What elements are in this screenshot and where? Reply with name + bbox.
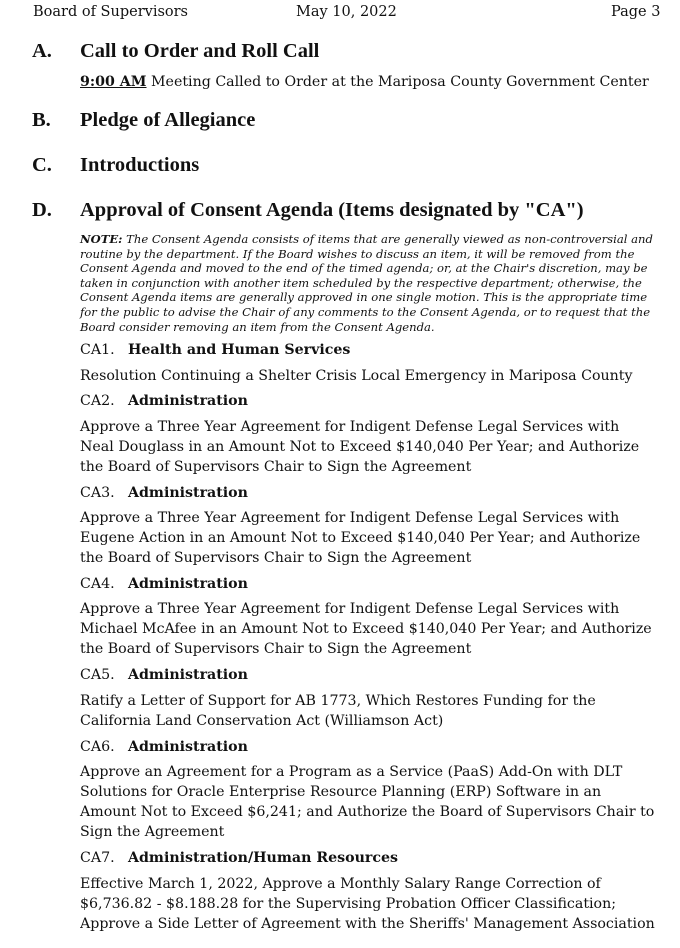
item-number: CA7.	[80, 850, 115, 866]
item-department: Administration	[128, 739, 248, 755]
header-board-name: Board of Supervisors	[33, 4, 188, 20]
agenda-item-text: Approve a Three Year Agreement for Indigent Defense Legal Services with Eugene Action in an Amount Not to Exceed $140,040 Per Year; and Authorize the Board of Supervisors Chair to Sign the Agreement	[80, 510, 641, 566]
agenda-item-heading	[80, 739, 248, 755]
agenda-item-heading	[80, 485, 248, 501]
consent-agenda-note	[80, 232, 658, 334]
section-title: Call to Order and Roll Call	[80, 40, 320, 62]
item-department: Health and Human Services	[128, 342, 351, 358]
section-letter: B.	[32, 109, 51, 131]
header-date: May 10, 2022	[296, 4, 397, 20]
agenda-item-heading	[80, 667, 248, 683]
agenda-item-text: Approve a Three Year Agreement for Indigent Defense Legal Services with Michael McAfee in an Amount Not to Exceed $140,040 Per Year; and Authorize the Board of Supervisors Chair to Sign the Agreement	[80, 601, 652, 657]
agenda-item-text: Approve a Three Year Agreement for Indigent Defense Legal Services with Neal Douglass in an Amount Not to Exceed $140,040 Per Year; and Authorize the Board of Supervisors Chair to Sign the Agreement	[80, 419, 640, 475]
item-department: Administration	[128, 576, 248, 592]
note-label: NOTE:	[80, 232, 123, 246]
section-letter: C.	[32, 154, 52, 176]
agenda-item-heading	[80, 393, 248, 409]
item-number: CA1.	[80, 342, 115, 358]
agenda-item-text: Resolution Continuing a Shelter Crisis Local Emergency in Mariposa County	[80, 368, 633, 384]
agenda-item-heading	[80, 576, 248, 592]
meeting-time: 9:00 AM	[80, 74, 147, 90]
item-department: Administration/Human Resources	[128, 850, 399, 866]
section-title: Approval of Consent Agenda (Items designated by "CA")	[80, 199, 584, 221]
section-title: Introductions	[80, 154, 200, 176]
item-number: CA5.	[80, 667, 115, 683]
agenda-item-text: Effective March 1, 2022, Approve a Monthly Salary Range Correction of $6,736.82 - $8.188.28 for the Supervising Probation Officer Classification; Approve a Side Letter of Agreement with the Sheriffs' Management Association	[80, 876, 655, 932]
section-letter: A.	[32, 40, 52, 62]
call-to-order-line	[80, 72, 656, 92]
section-letter: D.	[32, 199, 52, 221]
call-to-order-text: Meeting Called to Order at the Mariposa County Government Center	[146, 74, 649, 90]
item-department: Administration	[128, 667, 248, 683]
agenda-item-text: Approve an Agreement for a Program as a Service (PaaS) Add-On with DLT Solutions for Oracle Enterprise Resource Planning (ERP) Software in an Amount Not to Exceed $6,241; and Authorize the Board of Supervisors Chair to Sign the Agreement	[80, 764, 655, 840]
item-department: Administration	[128, 393, 248, 409]
item-number: CA4.	[80, 576, 115, 592]
agenda-item-heading	[80, 342, 350, 358]
item-number: CA2.	[80, 393, 115, 409]
header-page-number: Page 3	[611, 4, 661, 20]
item-department: Administration	[128, 485, 248, 501]
agenda-item-heading	[80, 850, 398, 866]
item-number: CA6.	[80, 739, 115, 755]
section-title: Pledge of Allegiance	[80, 109, 256, 131]
item-number: CA3.	[80, 485, 115, 501]
note-text: The Consent Agenda consists of items that are generally viewed as non-controversial and routine by the department. If the Board wishes to discuss an item, it will be removed from the Consent Agenda and moved to the end of the timed agenda; or, at the Chair's discretion, may be taken in conjunction with another item scheduled by the respective department; otherwise, the Consent Agenda items are generally approved in one single motion. This is the appropriate time for the public to advise the Chair of any comments to the Consent Agenda, or to request that the Board consider removing an item from the Consent Agenda.	[80, 232, 653, 334]
agenda-item-text: Ratify a Letter of Support for AB 1773, Which Restores Funding for the California Land Conservation Act (Williamson Act)	[80, 693, 596, 729]
